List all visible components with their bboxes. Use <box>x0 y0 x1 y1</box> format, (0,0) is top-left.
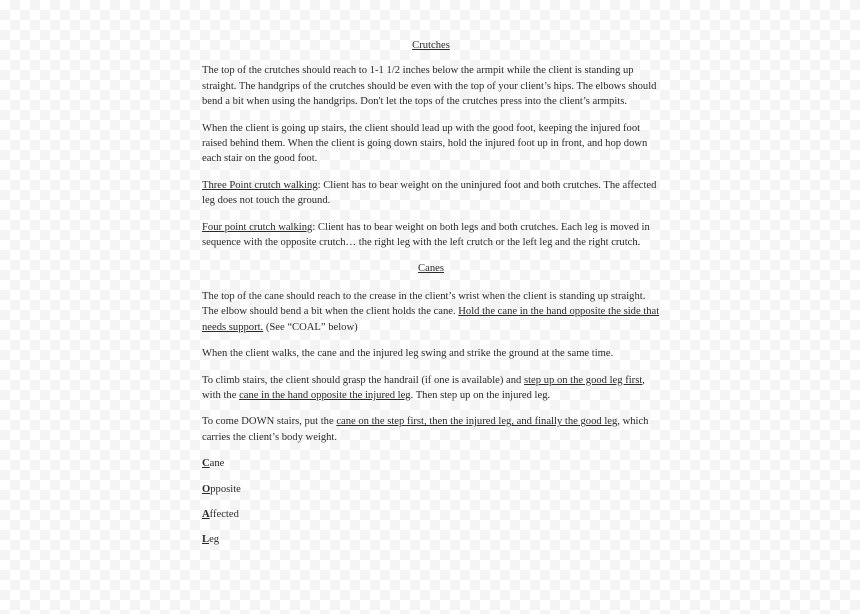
crutches-stairs-paragraph: When the client is going up stairs, the client should lead up with the good foot, keeping the injured foot raised behind them. When the client is going down stairs, hold the injured foot up in front, and hop down each stair on the good foot. <box>202 122 648 165</box>
coal-item-opposite <box>202 482 660 497</box>
coal-letter: L <box>202 534 210 546</box>
cane-descend-paragraph <box>202 414 660 445</box>
coal-rest: ane <box>209 458 225 470</box>
three-point-paragraph <box>202 178 660 209</box>
cane-climb-underline-2: cane in the hand opposite the injured leg <box>239 389 411 401</box>
coal-rest: pposite <box>210 483 241 495</box>
cane-fitting-underline: Hold the cane in the hand opposite the side that needs support. <box>202 306 660 333</box>
cane-fitting-text-a: The top of the cane should reach to the crease in the client’s wrist when the client is standing up straight. The elbow should bend a bit when the client holds the cane. <box>202 290 646 318</box>
cane-climb-text-b: , with the <box>202 374 645 401</box>
cane-walking-paragraph: When the client walks, the cane and the injured leg swing and strike the ground at the same time. <box>202 348 614 360</box>
cane-climb-text-c: . Then step up on the injured leg. <box>410 389 551 401</box>
crutches-fitting-paragraph: The top of the crutches should reach to 1-1 1/2 inches below the armpit while the client is standing up straight. The handgrips of the crutches should be even with the top of your client’s hips. The elbows should bend a bit when using the handgrips. Don't let the tops of the crutches press into the client’s armpits. <box>202 65 657 108</box>
coal-item-leg <box>202 532 660 547</box>
crutches-heading: Crutches <box>412 40 450 51</box>
coal-letter: C <box>202 458 210 470</box>
cane-climb-underline-1: step up on the good leg first <box>523 374 643 386</box>
four-point-paragraph <box>202 220 660 251</box>
cane-fitting-text-b: (See “COAL” below) <box>263 321 358 333</box>
cane-fitting-paragraph <box>202 289 660 335</box>
coal-item-affected <box>202 507 660 522</box>
cane-descend-underline: cane on the step first, then the injured leg, and finally the good leg <box>336 416 618 428</box>
document-page <box>202 38 660 558</box>
three-point-label: Three Point crutch walking <box>202 179 318 191</box>
cane-descend-text-b: , which carries the client’s body weight. <box>202 416 649 443</box>
coal-item-cane <box>202 456 660 471</box>
four-point-text: : Client has to bear weight on both legs and both crutches. Each leg is moved in sequence with the opposite crutch… the right leg with the left crutch or the left leg and the right crutch. <box>202 221 650 249</box>
cane-climb-paragraph <box>202 373 660 404</box>
three-point-text: : Client has to bear weight on the uninjured foot and both crutches. The affected leg does not touch the ground. <box>202 179 657 207</box>
coal-rest: ffected <box>209 508 239 520</box>
coal-rest: eg <box>209 534 220 546</box>
cane-descend-text-a: To come DOWN stairs, put the <box>202 416 337 428</box>
coal-letter: A <box>202 508 210 520</box>
four-point-label: Four point crutch walking <box>202 221 313 233</box>
cane-climb-text-a: To climb stairs, the client should grasp the handrail (if one is available) and <box>202 374 524 386</box>
coal-letter: O <box>202 483 211 495</box>
canes-heading: Canes <box>418 263 444 275</box>
